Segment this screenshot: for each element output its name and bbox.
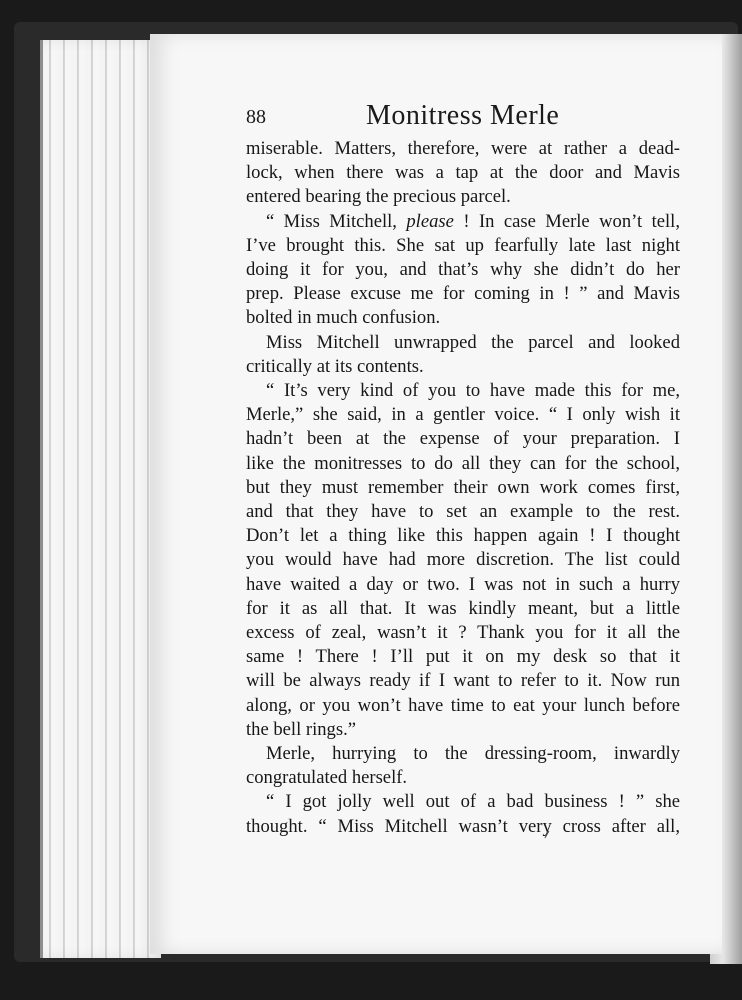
text-line: Miss Mitchell unwrapped the parcel and looked	[266, 331, 680, 353]
text-line: will be always ready if I want to refer to it. Now run	[246, 670, 680, 692]
text-line: entered bearing the precious parcel.	[246, 186, 511, 208]
text-line: you would have had more discretion. The list could	[246, 549, 680, 571]
page-stack	[40, 40, 161, 958]
text-line: and that they have to set an example to the rest.	[246, 501, 680, 523]
page-number: 88	[246, 106, 266, 128]
text-line: critically at its contents.	[246, 355, 424, 377]
text-line: like the monitresses to do all they can for the school,	[246, 452, 680, 474]
emphasis: please	[406, 210, 454, 232]
text-line: Merle, hurrying to the dressing-room, inwardly	[266, 743, 680, 765]
text-line: have waited a day or two. I was not in such a hurry	[246, 573, 680, 595]
text-line: Merle,” she said, in a gentler voice. “ I only wish it	[246, 404, 680, 426]
text-line: along, or you won’t have time to eat your lunch before	[246, 694, 680, 716]
text-line: “ It’s very kind of you to have made this for me,	[266, 380, 680, 402]
text-line: hadn’t been at the expense of your preparation. I	[246, 428, 680, 450]
text-line: bolted in much confusion.	[246, 307, 441, 329]
text-line: for it as all that. It was kindly meant, but a little	[246, 597, 680, 619]
text-line: thought. “ Miss Mitchell wasn’t very cross after all,	[246, 815, 680, 837]
book-page	[150, 34, 722, 954]
text-line: Don’t let a thing like this happen again ! I thought	[246, 525, 680, 547]
text-line: the bell rings.”	[246, 718, 356, 740]
text-line: miserable. Matters, therefore, were at rather a dead-	[246, 138, 680, 159]
text-line: lock, when there was a tap at the door and Mavis	[246, 162, 680, 184]
text-line: same ! There ! I’ll put it on my desk so that it	[246, 646, 680, 668]
text-line: I’ve brought this. She sat up fearfully late last night	[246, 234, 680, 256]
text-line: excess of zeal, wasn’t it ? Thank you for it all the	[246, 622, 680, 644]
text-line: but they must remember their own work comes first,	[246, 476, 680, 498]
text-line: “ Miss Mitchell, please ! In case Merle won’t tell,	[266, 210, 680, 232]
text-line: doing it for you, and that’s why she didn’t do her	[246, 259, 680, 281]
page-header	[246, 100, 680, 136]
running-head: Monitress Merle	[366, 100, 560, 131]
body-text	[246, 137, 680, 839]
text-line: “ I got jolly well out of a bad business ! ” she	[266, 791, 680, 813]
text-line: prep. Please excuse me for coming in ! ” and Mavis	[246, 283, 680, 305]
text-line: congratulated herself.	[246, 767, 408, 789]
